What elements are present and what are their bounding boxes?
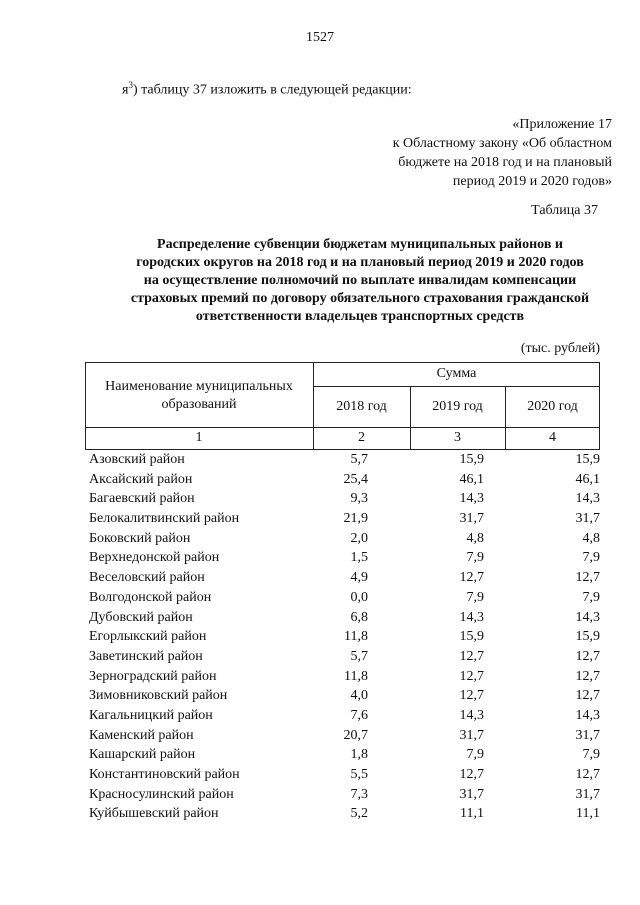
- row-value-2019: 14,3: [459, 609, 484, 625]
- row-name: Егорлыкский район: [89, 629, 207, 645]
- row-name: Зерноградский район: [89, 668, 217, 684]
- row-value-2018: 5,2: [350, 806, 368, 822]
- header-name-line: Наименование муниципальных: [105, 379, 293, 394]
- table-row: [85, 669, 600, 689]
- row-name: Волгодонской район: [89, 589, 212, 605]
- table-row: [85, 806, 600, 826]
- row-value-2018: 9,3: [350, 491, 368, 507]
- row-value-2018: 1,5: [350, 550, 368, 566]
- row-name: Зимовниковский район: [89, 688, 228, 704]
- table-row: [85, 610, 600, 630]
- row-value-2018: 5,5: [350, 767, 368, 782]
- row-value-2020: 31,7: [575, 786, 600, 802]
- row-name: Каменский район: [89, 727, 194, 743]
- table-row: [85, 531, 600, 551]
- title-line: городских округов на 2018 год и на плановый период 2019 и 2020 годов: [136, 255, 584, 270]
- title-line: на осуществление полномочий по выплате инвалидам компенсации: [143, 273, 577, 288]
- table-row: [85, 708, 600, 728]
- table-row: [85, 511, 600, 531]
- row-value-2020: 12,7: [575, 767, 600, 782]
- row-value-2018: 11,8: [344, 668, 368, 684]
- units-label: (тыс. рублей): [520, 341, 600, 356]
- table-row: [85, 728, 600, 748]
- row-value-2018: 20,7: [343, 727, 368, 743]
- row-value-2020: 14,3: [575, 609, 600, 625]
- row-value-2020: 12,7: [575, 668, 600, 684]
- row-value-2019: 31,7: [459, 727, 484, 743]
- row-value-2018: 7,6: [350, 707, 368, 723]
- row-value-2019: 14,3: [459, 707, 484, 723]
- row-value-2018: 5,7: [350, 452, 368, 467]
- table-row: [85, 629, 600, 649]
- row-value-2020: 4,8: [582, 530, 600, 546]
- title-line: страховых премий по договору обязательного страхования гражданской: [130, 291, 590, 306]
- row-name: Кашарский район: [89, 747, 196, 763]
- row-value-2018: 7,3: [350, 786, 368, 802]
- row-value-2020: 31,7: [575, 727, 600, 743]
- table-row: [85, 590, 600, 610]
- row-value-2020: 11,1: [576, 806, 600, 822]
- row-name: Константиновский район: [89, 767, 240, 782]
- intro-superscript: 3: [128, 80, 133, 90]
- row-value-2020: 46,1: [575, 471, 600, 487]
- table-row: [85, 767, 600, 787]
- row-value-2018: 11,8: [344, 629, 368, 645]
- row-value-2019: 14,3: [459, 491, 484, 507]
- header-border-top: [85, 362, 600, 363]
- row-value-2020: 12,7: [575, 688, 600, 704]
- row-value-2020: 7,9: [582, 747, 600, 763]
- row-value-2018: 2,0: [350, 530, 368, 546]
- row-value-2020: 7,9: [582, 550, 600, 566]
- header-year-2019: 2019 год: [432, 399, 483, 414]
- row-name: Боковский район: [89, 530, 191, 546]
- table-row: [85, 747, 600, 767]
- table-row: [85, 649, 600, 669]
- row-name: Верхнедонской район: [89, 550, 220, 566]
- row-value-2019: 12,7: [459, 688, 484, 704]
- table-row: [85, 491, 600, 511]
- row-value-2018: 4,9: [350, 570, 368, 586]
- header-year-2020: 2020 год: [527, 399, 578, 414]
- table-body: [85, 452, 600, 826]
- table-header: [85, 362, 600, 450]
- row-value-2019: 31,7: [459, 786, 484, 802]
- header-colnum-4: 4: [549, 430, 556, 445]
- row-value-2020: 15,9: [575, 629, 600, 645]
- row-name: Дубовский район: [89, 609, 193, 625]
- table-row: [85, 550, 600, 570]
- appendix-reference: [330, 115, 612, 191]
- header-colnum-1: 1: [195, 430, 203, 445]
- row-value-2019: 7,9: [466, 747, 484, 763]
- intro-body: ) таблицу 37 изложить в следующей редакции:: [132, 82, 412, 98]
- table-title: [60, 236, 640, 326]
- row-value-2019: 12,7: [459, 668, 484, 684]
- header-year-2018: 2018 год: [336, 399, 387, 414]
- header-border-sum-bottom: [313, 386, 600, 387]
- page-number: 1527: [306, 30, 334, 45]
- row-name: Багаевский район: [89, 491, 195, 507]
- row-value-2019: 7,9: [466, 589, 484, 605]
- table-row: [85, 472, 600, 492]
- row-name: Красносулинский район: [89, 786, 234, 802]
- row-value-2020: 7,9: [582, 589, 600, 605]
- row-value-2019: 12,7: [459, 648, 484, 664]
- header-name-cell: [85, 378, 313, 414]
- header-colnum-3: 3: [454, 430, 461, 445]
- header-border-bottom: [85, 449, 600, 450]
- row-name: Аксайский район: [89, 471, 193, 487]
- row-value-2019: 31,7: [459, 511, 484, 527]
- row-value-2020: 14,3: [575, 707, 600, 723]
- row-name: Веселовский район: [89, 570, 205, 586]
- row-value-2019: 4,8: [466, 530, 484, 546]
- row-value-2018: 5,7: [350, 648, 368, 664]
- row-name: Белокалитвинский район: [89, 511, 240, 527]
- header-border-mid: [85, 427, 600, 428]
- appendix-line: к Областному закону «Об областном: [392, 136, 612, 151]
- title-line: Распределение субвенции бюджетам муниципальных районов и: [157, 237, 563, 252]
- row-value-2018: 0,0: [350, 589, 368, 605]
- row-value-2020: 12,7: [575, 570, 600, 586]
- row-value-2018: 6,8: [350, 609, 368, 625]
- header-colnum-2: 2: [358, 430, 365, 445]
- header-name-line: образований: [161, 397, 237, 412]
- table-row: [85, 688, 600, 708]
- row-name: Азовский район: [89, 452, 185, 467]
- row-name: Заветинский район: [89, 648, 203, 664]
- row-value-2019: 11,1: [460, 806, 484, 822]
- row-value-2019: 7,9: [466, 550, 484, 566]
- table-row: [85, 452, 600, 472]
- row-value-2019: 15,9: [459, 452, 484, 467]
- row-name: Кагальницкий район: [89, 707, 213, 723]
- row-value-2020: 31,7: [575, 511, 600, 527]
- row-value-2020: 15,9: [575, 452, 600, 467]
- row-value-2019: 15,9: [459, 629, 484, 645]
- table-row: [85, 787, 600, 807]
- header-sum-cell: Сумма: [436, 366, 477, 381]
- row-value-2020: 12,7: [575, 648, 600, 664]
- row-value-2019: 12,7: [459, 767, 484, 782]
- row-value-2018: 21,9: [343, 511, 368, 527]
- title-line: ответственности владельцев транспортных средств: [195, 309, 525, 324]
- row-name: Куйбышевский район: [89, 806, 219, 822]
- appendix-line: период 2019 и 2020 годов»: [452, 174, 612, 189]
- row-value-2019: 12,7: [459, 570, 484, 586]
- appendix-line: «Приложение 17: [512, 117, 612, 132]
- row-value-2020: 14,3: [575, 491, 600, 507]
- intro-letter: я: [122, 82, 129, 98]
- table-row: [85, 570, 600, 590]
- row-value-2018: 25,4: [343, 471, 368, 487]
- table-label: Таблица 37: [531, 203, 598, 218]
- row-value-2018: 4,0: [350, 688, 368, 704]
- appendix-line: бюджете на 2018 год и на плановый: [398, 155, 612, 170]
- row-value-2019: 46,1: [459, 471, 484, 487]
- intro-text: [122, 80, 412, 99]
- row-value-2018: 1,8: [350, 747, 368, 763]
